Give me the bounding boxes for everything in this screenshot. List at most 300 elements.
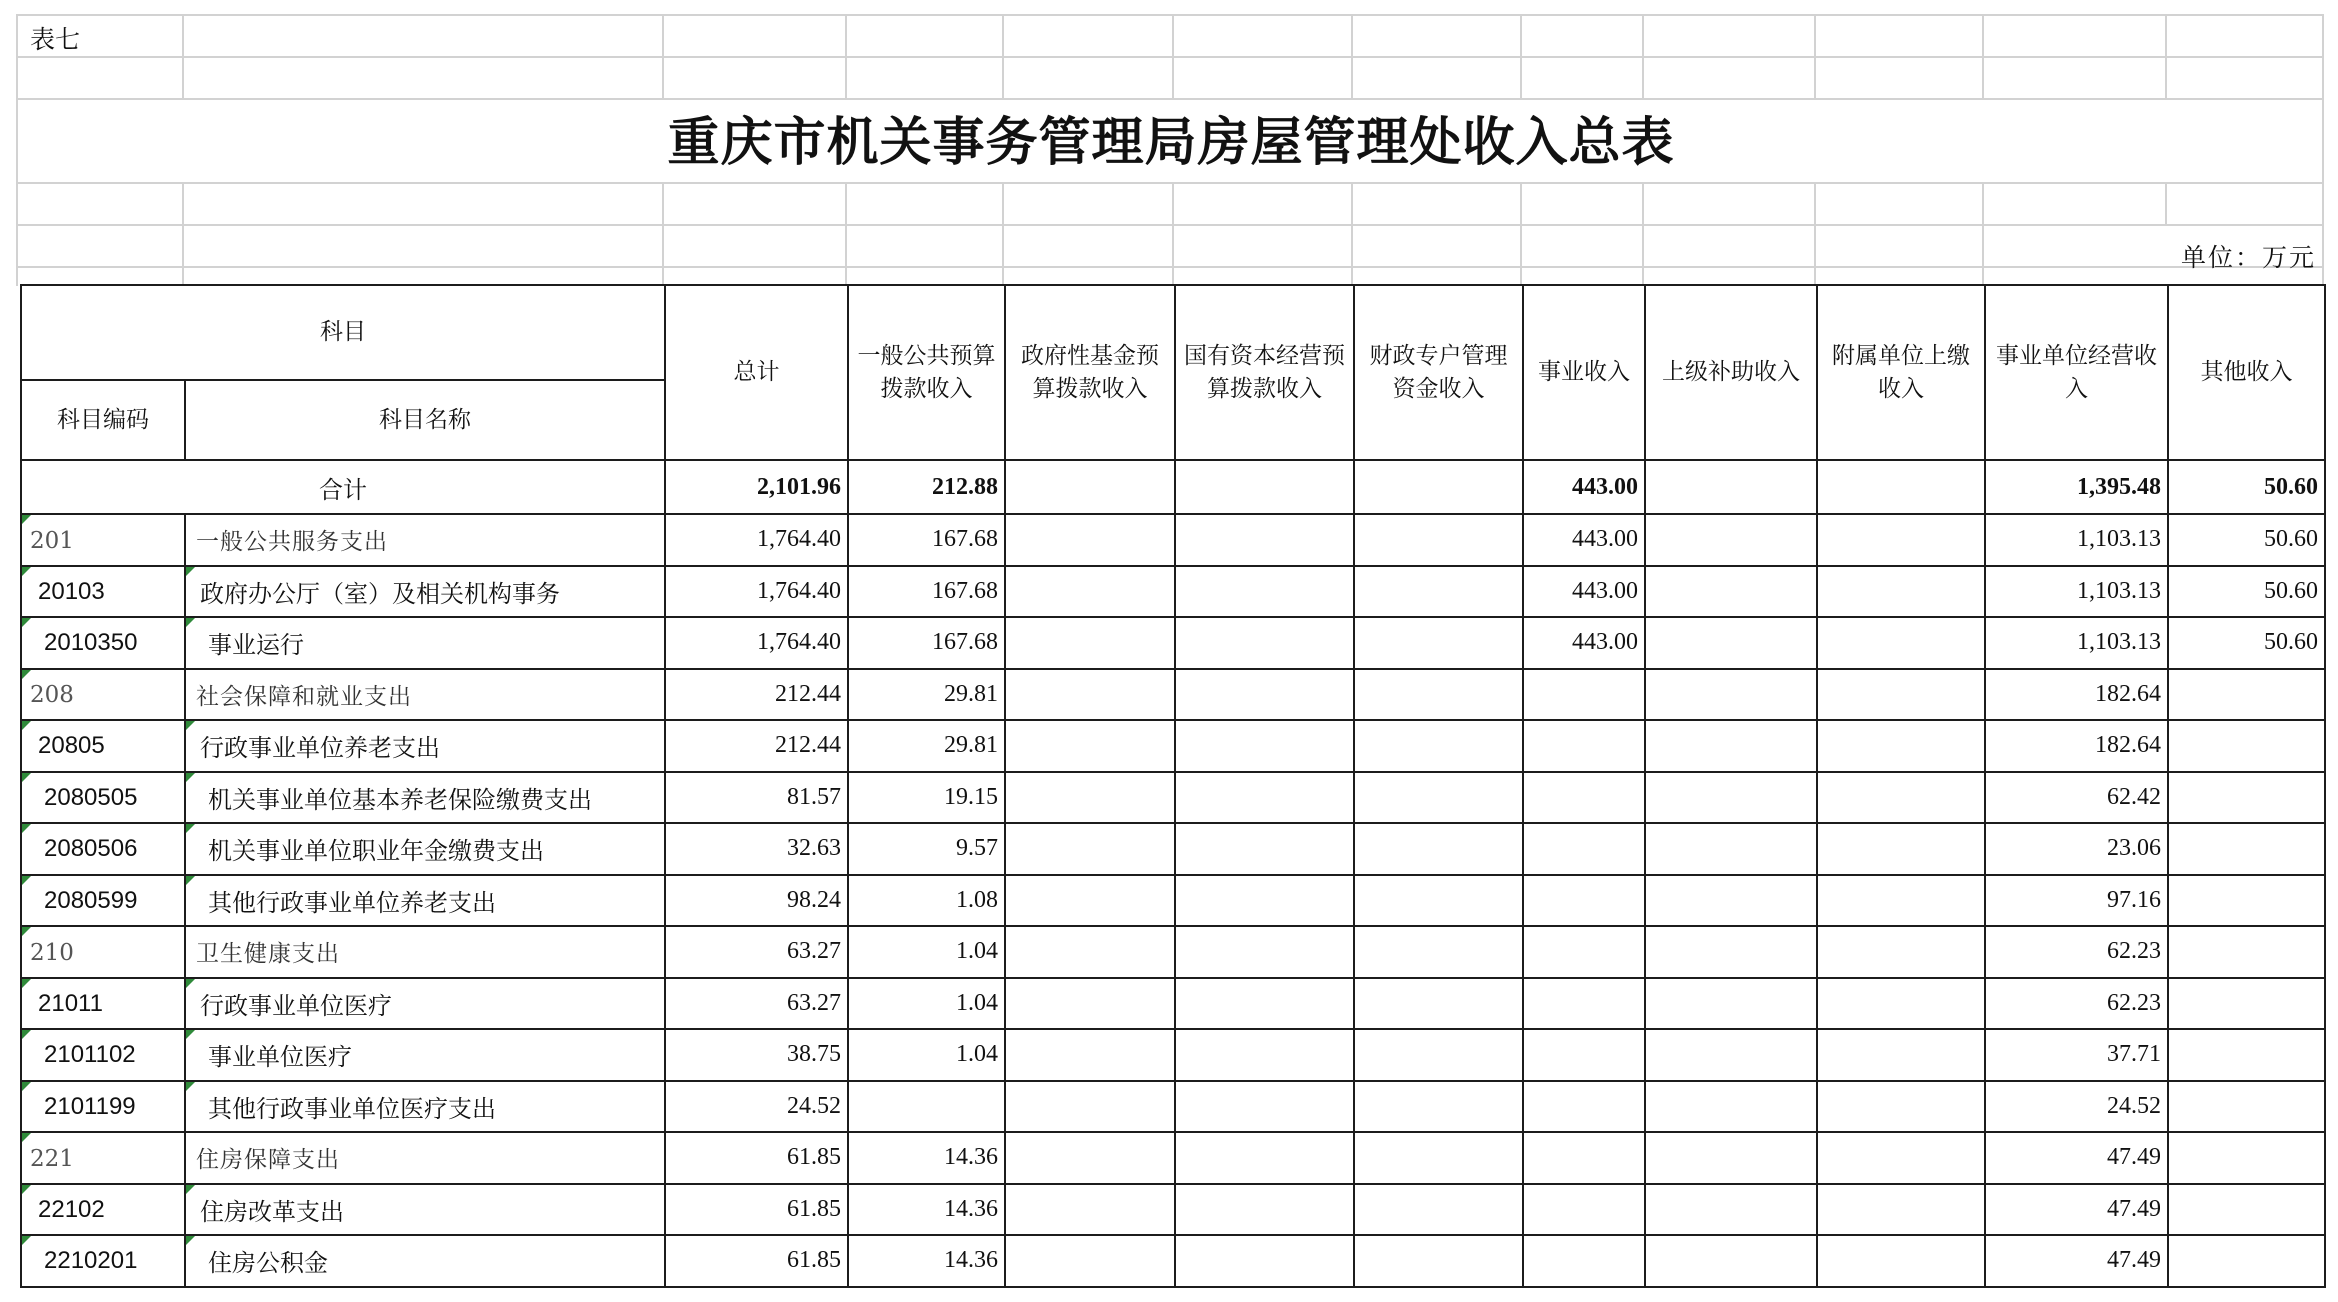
grid-line — [16, 56, 2324, 58]
header-superior-subsidy[interactable]: 上级补助收入 — [1645, 285, 1817, 460]
cell-superior-subsidy[interactable] — [1645, 1132, 1817, 1184]
cell-fiscal-special[interactable] — [1354, 772, 1523, 824]
cell-fiscal-special[interactable] — [1354, 1132, 1523, 1184]
number-as-text-marker-icon — [22, 876, 31, 885]
cell-state-capital[interactable] — [1175, 875, 1354, 927]
cell-business-income[interactable] — [1523, 823, 1645, 875]
table-row — [21, 978, 2325, 1030]
sheet-label: 表七 — [30, 25, 81, 54]
number-as-text-marker-icon — [22, 1082, 31, 1091]
subject-name-text: 其他行政事业单位医疗支出 — [208, 1094, 496, 1123]
cell-total[interactable]: 212.44 — [665, 669, 848, 721]
cell-fiscal-special[interactable] — [1354, 1029, 1523, 1081]
cell-business-income[interactable] — [1523, 720, 1645, 772]
subject-name-text: 住房公积金 — [208, 1249, 328, 1278]
number-as-text-marker-icon — [186, 979, 195, 988]
cell-fiscal-special[interactable] — [1354, 460, 1523, 514]
cell-affiliated-remit[interactable] — [1817, 460, 1985, 514]
cell-subject-name[interactable] — [185, 1132, 665, 1184]
subject-name-text: 卫生健康支出 — [196, 941, 340, 968]
cell-business-income[interactable] — [1523, 669, 1645, 721]
cell-business-income[interactable] — [1523, 1029, 1645, 1081]
cell-gov-fund[interactable] — [1005, 514, 1175, 566]
number-as-text-marker-icon — [22, 618, 31, 627]
cell-gov-fund[interactable] — [1005, 772, 1175, 824]
header-state-capital[interactable]: 国有资本经营预算拨款收入 — [1175, 285, 1354, 460]
grid-line — [1520, 14, 1522, 98]
income-summary-table — [20, 284, 2326, 1288]
cell-fiscal-special[interactable] — [1354, 978, 1523, 1030]
cell-state-capital[interactable] — [1175, 926, 1354, 978]
grid-line — [16, 266, 2324, 268]
header-affiliated-remit[interactable]: 附属单位上缴收入 — [1817, 285, 1985, 460]
page-title: 重庆市机关事务管理局房屋管理处收入总表 — [667, 112, 1675, 173]
cell-general-budget[interactable]: 212.88 — [848, 460, 1005, 514]
cell-business-income[interactable]: 443.00 — [1523, 617, 1645, 669]
table-row — [21, 875, 2325, 927]
cell-subject-name[interactable] — [185, 1029, 665, 1081]
cell-superior-subsidy[interactable] — [1645, 772, 1817, 824]
cell-gov-fund[interactable] — [1005, 1132, 1175, 1184]
subject-name-text: 住房保障支出 — [196, 1147, 340, 1174]
cell-general-budget[interactable]: 14.36 — [848, 1132, 1005, 1184]
cell-total[interactable]: 61.85 — [665, 1184, 848, 1236]
cell-business-income[interactable]: 443.00 — [1523, 460, 1645, 514]
cell-subject-code[interactable] — [21, 669, 185, 721]
subject-code-text: 22102 — [38, 1195, 105, 1223]
cell-subject-name[interactable] — [185, 1235, 665, 1287]
cell-general-budget[interactable]: 1.04 — [848, 1029, 1005, 1081]
grid-line — [1351, 14, 1353, 98]
cell-general-budget[interactable]: 19.15 — [848, 772, 1005, 824]
header-other-income[interactable]: 其他收入 — [2168, 285, 2325, 460]
header-operating-income[interactable]: 事业单位经营收入 — [1985, 285, 2168, 460]
cell-subject-code[interactable] — [21, 875, 185, 927]
cell-other-income[interactable]: 50.60 — [2168, 617, 2325, 669]
cell-state-capital[interactable] — [1175, 1235, 1354, 1287]
cell-operating-income[interactable]: 37.71 — [1985, 1029, 2168, 1081]
cell-affiliated-remit[interactable] — [1817, 823, 1985, 875]
cell-other-income[interactable] — [2168, 720, 2325, 772]
cell-state-capital[interactable] — [1175, 978, 1354, 1030]
number-as-text-marker-icon — [22, 1185, 31, 1194]
number-as-text-marker-icon — [22, 567, 31, 576]
cell-superior-subsidy[interactable] — [1645, 566, 1817, 618]
cell-operating-income[interactable]: 24.52 — [1985, 1081, 2168, 1133]
cell-operating-income[interactable]: 1,103.13 — [1985, 617, 2168, 669]
subject-code-text: 2210201 — [44, 1247, 138, 1275]
cell-superior-subsidy[interactable] — [1645, 460, 1817, 514]
cell-other-income[interactable] — [2168, 772, 2325, 824]
cell-business-income[interactable] — [1523, 875, 1645, 927]
header-subject[interactable]: 科目 — [21, 285, 665, 380]
subject-code-text: 221 — [30, 1145, 74, 1172]
cell-business-income[interactable] — [1523, 772, 1645, 824]
number-as-text-marker-icon — [186, 1030, 195, 1039]
number-as-text-marker-icon — [22, 670, 31, 679]
grid-line — [16, 182, 2324, 184]
cell-operating-income[interactable]: 47.49 — [1985, 1132, 2168, 1184]
cell-subject-code[interactable] — [21, 1029, 185, 1081]
cell-gov-fund[interactable] — [1005, 926, 1175, 978]
subject-code-text: 208 — [30, 682, 74, 709]
cell-superior-subsidy[interactable] — [1645, 617, 1817, 669]
cell-gov-fund[interactable] — [1005, 1235, 1175, 1287]
header-general-budget[interactable]: 一般公共预算拨款收入 — [848, 285, 1005, 460]
table-row — [21, 720, 2325, 772]
cell-gov-fund[interactable] — [1005, 875, 1175, 927]
grid-line — [2165, 14, 2167, 98]
cell-total[interactable]: 98.24 — [665, 875, 848, 927]
cell-gov-fund[interactable] — [1005, 720, 1175, 772]
cell-fiscal-special[interactable] — [1354, 566, 1523, 618]
cell-state-capital[interactable] — [1175, 720, 1354, 772]
cell-business-income[interactable] — [1523, 926, 1645, 978]
total-row — [21, 460, 2325, 514]
cell-affiliated-remit[interactable] — [1817, 1081, 1985, 1133]
table-row — [21, 1081, 2325, 1133]
cell-business-income[interactable] — [1523, 1235, 1645, 1287]
cell-fiscal-special[interactable] — [1354, 669, 1523, 721]
cell-general-budget[interactable]: 1.04 — [848, 978, 1005, 1030]
cell-other-income[interactable] — [2168, 926, 2325, 978]
subject-name-text: 政府办公厅（室）及相关机构事务 — [200, 579, 560, 608]
grid-line — [1172, 182, 1174, 286]
cell-fiscal-special[interactable] — [1354, 1081, 1523, 1133]
cell-state-capital[interactable] — [1175, 669, 1354, 721]
cell-state-capital[interactable] — [1175, 1132, 1354, 1184]
cell-other-income[interactable] — [2168, 669, 2325, 721]
unit-label: 单位：万元 — [2180, 243, 2316, 272]
subject-name-text: 一般公共服务支出 — [196, 529, 388, 556]
cell-superior-subsidy[interactable] — [1645, 720, 1817, 772]
table-row — [21, 669, 2325, 721]
cell-affiliated-remit[interactable] — [1817, 669, 1985, 721]
subject-name-text: 社会保障和就业支出 — [196, 683, 412, 710]
cell-subject-code[interactable] — [21, 772, 185, 824]
cell-total[interactable]: 61.85 — [665, 1132, 848, 1184]
number-as-text-marker-icon — [186, 773, 195, 782]
header-row-1 — [21, 285, 2325, 380]
cell-total[interactable]: 63.27 — [665, 978, 848, 1030]
cell-fiscal-special[interactable] — [1354, 1235, 1523, 1287]
cell-general-budget[interactable]: 14.36 — [848, 1184, 1005, 1236]
cell-business-income[interactable] — [1523, 978, 1645, 1030]
number-as-text-marker-icon — [186, 876, 195, 885]
cell-fiscal-special[interactable] — [1354, 720, 1523, 772]
cell-operating-income[interactable]: 182.64 — [1985, 720, 2168, 772]
subject-name-text: 事业运行 — [208, 631, 304, 660]
cell-other-income[interactable] — [2168, 823, 2325, 875]
grid-line — [182, 14, 184, 98]
cell-general-budget[interactable]: 167.68 — [848, 514, 1005, 566]
cell-operating-income[interactable]: 62.23 — [1985, 978, 2168, 1030]
cell-operating-income[interactable]: 47.49 — [1985, 1184, 2168, 1236]
table-row — [21, 1184, 2325, 1236]
subject-name-text: 住房改革支出 — [200, 1197, 344, 1226]
number-as-text-marker-icon — [186, 1082, 195, 1091]
cell-affiliated-remit[interactable] — [1817, 1184, 1985, 1236]
cell-general-budget[interactable]: 1.08 — [848, 875, 1005, 927]
grid-line — [1982, 182, 1984, 286]
header-subject-name[interactable]: 科目名称 — [185, 380, 665, 460]
cell-other-income[interactable] — [2168, 875, 2325, 927]
grid-line — [845, 14, 847, 98]
subject-name-text: 其他行政事业单位养老支出 — [208, 888, 496, 917]
number-as-text-marker-icon — [186, 567, 195, 576]
cell-subject-name[interactable] — [185, 926, 665, 978]
grid-line — [1172, 14, 1174, 98]
cell-fiscal-special[interactable] — [1354, 617, 1523, 669]
cell-subject-name[interactable] — [185, 978, 665, 1030]
subject-name-text: 机关事业单位职业年金缴费支出 — [208, 837, 544, 866]
cell-subject-name[interactable] — [185, 617, 665, 669]
cell-subject-code[interactable] — [21, 1081, 185, 1133]
cell-general-budget[interactable]: 29.81 — [848, 720, 1005, 772]
cell-business-income[interactable] — [1523, 1132, 1645, 1184]
cell-subject-name[interactable] — [185, 720, 665, 772]
cell-subject-name[interactable] — [185, 514, 665, 566]
header-business-income[interactable]: 事业收入 — [1523, 285, 1645, 460]
grid-line — [1814, 14, 1816, 98]
cell-fiscal-special[interactable] — [1354, 1184, 1523, 1236]
cell-operating-income[interactable]: 47.49 — [1985, 1235, 2168, 1287]
subject-code-text: 2080505 — [44, 783, 138, 811]
cell-superior-subsidy[interactable] — [1645, 669, 1817, 721]
grid-line — [1002, 182, 1004, 286]
cell-subject-name[interactable] — [185, 823, 665, 875]
cell-operating-income[interactable]: 97.16 — [1985, 875, 2168, 927]
cell-other-income[interactable] — [2168, 1132, 2325, 1184]
cell-fiscal-special[interactable] — [1354, 514, 1523, 566]
cell-affiliated-remit[interactable] — [1817, 720, 1985, 772]
table-row — [21, 772, 2325, 824]
number-as-text-marker-icon — [22, 515, 31, 524]
cell-total[interactable]: 32.63 — [665, 823, 848, 875]
cell-subject-code[interactable] — [21, 978, 185, 1030]
table-row — [21, 1029, 2325, 1081]
cell-affiliated-remit[interactable] — [1817, 617, 1985, 669]
number-as-text-marker-icon — [186, 721, 195, 730]
subject-code-text: 20103 — [38, 577, 105, 605]
number-as-text-marker-icon — [186, 1236, 195, 1245]
subject-code-text: 201 — [30, 527, 74, 554]
cell-general-budget[interactable]: 167.68 — [848, 566, 1005, 618]
cell-superior-subsidy[interactable] — [1645, 1235, 1817, 1287]
cell-gov-fund[interactable] — [1005, 823, 1175, 875]
cell-other-income[interactable] — [2168, 978, 2325, 1030]
header-gov-fund[interactable]: 政府性基金预算拨款收入 — [1005, 285, 1175, 460]
subject-name-text: 行政事业单位医疗 — [200, 991, 392, 1020]
grid-line — [1642, 14, 1644, 98]
cell-general-budget[interactable]: 1.04 — [848, 926, 1005, 978]
cell-total[interactable]: 1,764.40 — [665, 514, 848, 566]
cell-other-income[interactable] — [2168, 1184, 2325, 1236]
cell-subject-name[interactable] — [185, 669, 665, 721]
cell-affiliated-remit[interactable] — [1817, 1235, 1985, 1287]
cell-state-capital[interactable] — [1175, 1029, 1354, 1081]
cell-fiscal-special[interactable] — [1354, 823, 1523, 875]
table-row — [21, 823, 2325, 875]
cell-affiliated-remit[interactable] — [1817, 566, 1985, 618]
table-row — [21, 1132, 2325, 1184]
grid-line — [1642, 182, 1644, 286]
subject-code-text: 2101102 — [44, 1041, 136, 1069]
cell-state-capital[interactable] — [1175, 1081, 1354, 1133]
cell-total[interactable]: 38.75 — [665, 1029, 848, 1081]
cell-subject-code[interactable] — [21, 1132, 185, 1184]
grid-line — [1520, 182, 1522, 286]
cell-total[interactable]: 24.52 — [665, 1081, 848, 1133]
cell-other-income[interactable]: 50.60 — [2168, 460, 2325, 514]
grid-line — [662, 14, 664, 98]
cell-other-income[interactable] — [2168, 1081, 2325, 1133]
table-row — [21, 566, 2325, 618]
number-as-text-marker-icon — [22, 1236, 31, 1245]
cell-gov-fund[interactable] — [1005, 978, 1175, 1030]
cell-gov-fund[interactable] — [1005, 669, 1175, 721]
cell-superior-subsidy[interactable] — [1645, 926, 1817, 978]
cell-affiliated-remit[interactable] — [1817, 978, 1985, 1030]
table-row — [21, 514, 2325, 566]
cell-total[interactable]: 1,764.40 — [665, 566, 848, 618]
cell-business-income[interactable] — [1523, 1081, 1645, 1133]
cell-superior-subsidy[interactable] — [1645, 514, 1817, 566]
number-as-text-marker-icon — [22, 1030, 31, 1039]
cell-state-capital[interactable] — [1175, 566, 1354, 618]
cell-gov-fund[interactable] — [1005, 1081, 1175, 1133]
cell-superior-subsidy[interactable] — [1645, 1081, 1817, 1133]
cell-total[interactable]: 61.85 — [665, 1235, 848, 1287]
cell-gov-fund[interactable] — [1005, 460, 1175, 514]
cell-other-income[interactable] — [2168, 1029, 2325, 1081]
cell-subject-name[interactable] — [185, 1081, 665, 1133]
grid-line — [662, 182, 664, 286]
cell-total[interactable]: 2,101.96 — [665, 460, 848, 514]
cell-business-income[interactable]: 443.00 — [1523, 514, 1645, 566]
cell-affiliated-remit[interactable] — [1817, 514, 1985, 566]
cell-subject-code[interactable] — [21, 1184, 185, 1236]
cell-other-income[interactable] — [2168, 1235, 2325, 1287]
number-as-text-marker-icon — [22, 1133, 31, 1142]
cell-gov-fund[interactable] — [1005, 1184, 1175, 1236]
header-subject-code[interactable]: 科目编码 — [21, 380, 185, 460]
header-total[interactable]: 总计 — [665, 285, 848, 460]
number-as-text-marker-icon — [186, 1185, 195, 1194]
cell-operating-income[interactable]: 182.64 — [1985, 669, 2168, 721]
cell-total[interactable]: 63.27 — [665, 926, 848, 978]
cell-business-income[interactable] — [1523, 1184, 1645, 1236]
grid-line — [1002, 14, 1004, 98]
total-label[interactable]: 合计 — [21, 460, 665, 514]
cell-gov-fund[interactable] — [1005, 617, 1175, 669]
cell-superior-subsidy[interactable] — [1645, 875, 1817, 927]
cell-general-budget[interactable]: 14.36 — [848, 1235, 1005, 1287]
grid-line — [16, 224, 2324, 226]
cell-operating-income[interactable]: 62.23 — [1985, 926, 2168, 978]
cell-subject-code[interactable] — [21, 514, 185, 566]
cell-affiliated-remit[interactable] — [1817, 926, 1985, 978]
subject-code-text: 2010350 — [44, 629, 138, 657]
cell-subject-code[interactable] — [21, 617, 185, 669]
cell-subject-name[interactable] — [185, 566, 665, 618]
grid-line — [2165, 182, 2167, 224]
cell-affiliated-remit[interactable] — [1817, 1029, 1985, 1081]
cell-total[interactable]: 1,764.40 — [665, 617, 848, 669]
subject-code-text: 2080506 — [44, 835, 138, 863]
cell-state-capital[interactable] — [1175, 514, 1354, 566]
cell-state-capital[interactable] — [1175, 1184, 1354, 1236]
cell-gov-fund[interactable] — [1005, 1029, 1175, 1081]
cell-subject-name[interactable] — [185, 1184, 665, 1236]
number-as-text-marker-icon — [22, 927, 31, 936]
cell-subject-name[interactable] — [185, 772, 665, 824]
grid-line — [845, 182, 847, 286]
cell-affiliated-remit[interactable] — [1817, 772, 1985, 824]
cell-total[interactable]: 212.44 — [665, 720, 848, 772]
number-as-text-marker-icon — [22, 773, 31, 782]
cell-affiliated-remit[interactable] — [1817, 875, 1985, 927]
number-as-text-marker-icon — [22, 824, 31, 833]
cell-general-budget[interactable]: 9.57 — [848, 823, 1005, 875]
cell-operating-income[interactable]: 1,395.48 — [1985, 460, 2168, 514]
grid-line — [182, 182, 184, 286]
cell-superior-subsidy[interactable] — [1645, 978, 1817, 1030]
cell-other-income[interactable]: 50.60 — [2168, 566, 2325, 618]
cell-total[interactable]: 81.57 — [665, 772, 848, 824]
cell-superior-subsidy[interactable] — [1645, 823, 1817, 875]
subject-code-text: 20805 — [38, 732, 105, 760]
table-row — [21, 617, 2325, 669]
subject-name-text: 机关事业单位基本养老保险缴费支出 — [208, 785, 592, 814]
cell-subject-code[interactable] — [21, 1235, 185, 1287]
header-fiscal-special[interactable]: 财政专户管理资金收入 — [1354, 285, 1523, 460]
cell-operating-income[interactable]: 23.06 — [1985, 823, 2168, 875]
number-as-text-marker-icon — [186, 618, 195, 627]
cell-general-budget[interactable]: 167.68 — [848, 617, 1005, 669]
cell-business-income[interactable]: 443.00 — [1523, 566, 1645, 618]
cell-state-capital[interactable] — [1175, 823, 1354, 875]
cell-operating-income[interactable]: 1,103.13 — [1985, 514, 2168, 566]
cell-superior-subsidy[interactable] — [1645, 1184, 1817, 1236]
cell-fiscal-special[interactable] — [1354, 875, 1523, 927]
table-row — [21, 926, 2325, 978]
cell-superior-subsidy[interactable] — [1645, 1029, 1817, 1081]
cell-subject-code[interactable] — [21, 926, 185, 978]
subject-name-text: 行政事业单位养老支出 — [200, 734, 440, 763]
number-as-text-marker-icon — [22, 721, 31, 730]
cell-general-budget[interactable]: 29.81 — [848, 669, 1005, 721]
cell-subject-code[interactable] — [21, 823, 185, 875]
cell-other-income[interactable]: 50.60 — [2168, 514, 2325, 566]
grid-line — [16, 14, 2324, 16]
cell-subject-name[interactable] — [185, 875, 665, 927]
subject-code-text: 210 — [30, 939, 74, 966]
subject-code-text: 21011 — [38, 989, 103, 1017]
cell-operating-income[interactable]: 62.42 — [1985, 772, 2168, 824]
cell-operating-income[interactable]: 1,103.13 — [1985, 566, 2168, 618]
cell-gov-fund[interactable] — [1005, 566, 1175, 618]
cell-state-capital[interactable] — [1175, 617, 1354, 669]
cell-subject-code[interactable] — [21, 720, 185, 772]
cell-subject-code[interactable] — [21, 566, 185, 618]
cell-state-capital[interactable] — [1175, 460, 1354, 514]
cell-fiscal-special[interactable] — [1354, 926, 1523, 978]
cell-general-budget[interactable] — [848, 1081, 1005, 1133]
number-as-text-marker-icon — [22, 979, 31, 988]
cell-state-capital[interactable] — [1175, 772, 1354, 824]
cell-affiliated-remit[interactable] — [1817, 1132, 1985, 1184]
